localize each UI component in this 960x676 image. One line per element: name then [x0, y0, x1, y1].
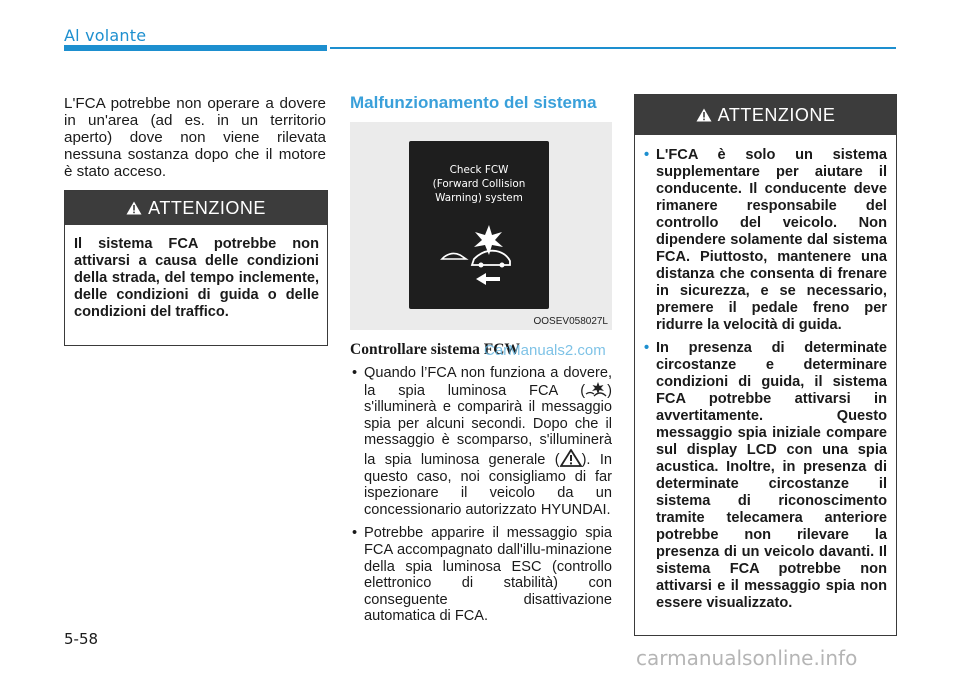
lcd-line-1: Check FCW: [449, 164, 509, 176]
watermark-overlay: CarManuals2.com: [484, 342, 606, 359]
general-warning-light-icon: [560, 449, 582, 467]
warning-list: [635, 135, 896, 612]
header-rule-thick: [64, 45, 327, 51]
bullet-text: ). In questo caso, noi consigliamo di far ispezionare il veicolo da un concessionario autorizzato HYUNDAI.: [364, 451, 612, 518]
bullet-text: Quando l’FCA non funziona a dovere, la spia luminosa FCA (: [364, 365, 612, 399]
lcd-line-2: (Forward Collision: [432, 178, 526, 190]
figure-code: OOSEV058027L: [533, 316, 608, 327]
warning-item: • L'FCA è solo un sistema supplementare per aiutare il conducente. Il conducente deve rimanere responsabile del controllo del veicolo. Non dipendere solamente dal sistema FCA. Piuttosto, mantenere una distanza che consenta di frenare in sicurezza, e se necessario, premere il pedale freno per ridurre la velocità di guida.: [644, 147, 887, 334]
fca-warning-light-icon: [585, 382, 607, 398]
warning-header: [635, 95, 896, 135]
bullet-item: [350, 365, 612, 518]
header-rule-thin: [330, 47, 896, 49]
warning-box-right: [634, 94, 897, 636]
warning-title: ATTENZIONE: [717, 104, 836, 125]
warning-header: [65, 191, 327, 225]
bullet-list: [350, 365, 612, 632]
lcd-display: [409, 141, 549, 309]
cluster-figure: [350, 122, 612, 330]
intro-paragraph: L'FCA potrebbe non operare a dovere in un'area (ad es. in un territorio aperto) dove non viene rilevata nessuna sostanza dopo che il motore è stato acceso.: [64, 95, 326, 180]
bullet-text: ) s'illuminerà e comparirà il messaggio spia per alcuni secondi. Dopo che il messaggio è scomparso, s'illuminerà la spia luminosa generale (: [364, 382, 612, 468]
warning-item: • In presenza di determinate circostanze e determinare condizioni di guida, il sistema FCA potrebbe attivarsi in avvertitamente. Questo messaggio spia iniziale compare sul display LCD con una spia acustica. Inoltre, in presenza di determinate circostanze il sistema di riconoscimento tramite telecamera anteriore potrebbe non rilevare la presenza di un veicolo davanti. Il sistema FCA potrebbe non attivarsi e il messaggio spia non essere visualizzato.: [644, 340, 887, 612]
warning-box-left: [64, 190, 328, 346]
page-number: 5-58: [64, 630, 99, 648]
warning-triangle-icon: [696, 108, 712, 122]
footer-watermark: carmanualsonline.info: [636, 646, 858, 670]
fcw-collision-icon: [434, 223, 524, 287]
subheading: Controllare sistema FCW: [350, 341, 520, 358]
section-heading: Malfunzionamento del sistema: [350, 93, 597, 112]
bullet-item: • Potrebbe apparire il messaggio spia FCA accompagnato dall'illu-minazione della spia luminosa ESC (controllo elettronico di stabilità) con conseguente disattivazione automatica di FCA.: [350, 525, 612, 625]
warning-text: Il sistema FCA potrebbe non attivarsi a causa delle condizioni della strada, del tempo inclemente, delle condizioni di guida o delle condizioni del traffico.: [74, 236, 319, 320]
section-title: Al volante: [64, 26, 147, 45]
warning-title: ATTENZIONE: [148, 197, 266, 218]
lcd-line-3: Warning) system: [435, 192, 523, 204]
warning-triangle-icon: [126, 201, 142, 215]
